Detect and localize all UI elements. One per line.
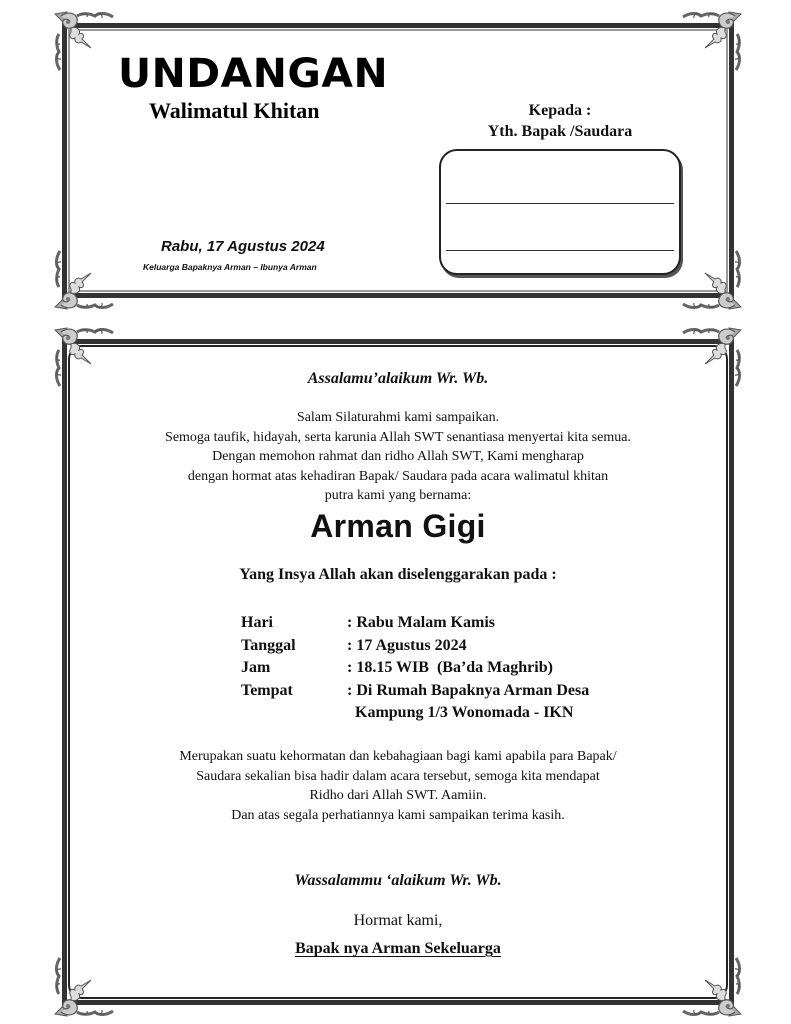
intro-line: Dengan memohon rahmat dan ridho Allah SWT, Kami mengharap bbox=[212, 449, 584, 464]
detail-row-day bbox=[241, 612, 589, 635]
detail-value: : 18.15 WIB (Ba’da Maghrib) bbox=[347, 659, 553, 676]
detail-value: : 17 Agustus 2024 bbox=[347, 636, 467, 654]
invitation-cover-card bbox=[55, 14, 741, 307]
ornament-corner-icon bbox=[51, 249, 115, 313]
host-family: Keluarga Bapaknya Arman – Ibunya Arman bbox=[143, 262, 317, 272]
closing-line: Ridho dari Allah SWT. Aamiin. bbox=[309, 788, 487, 803]
detail-value: : Rabu Malam Kamis bbox=[347, 614, 495, 631]
recipient-label: Kepada : bbox=[528, 102, 592, 119]
invitation-subtitle: Walimatul Khitan bbox=[149, 98, 320, 123]
detail-label: Tempat bbox=[241, 681, 293, 699]
regards: Hormat kami, bbox=[353, 912, 443, 929]
closing-line: Dan atas segala perhatiannya kami sampaikan terima kasih. bbox=[231, 807, 565, 823]
signature bbox=[55, 940, 741, 958]
closing-greeting: Wassalammu ‘alaikum Wr. Wb. bbox=[294, 872, 502, 889]
detail-label: Tanggal bbox=[241, 636, 296, 654]
ornament-corner-icon bbox=[681, 8, 745, 72]
closing-line: Merupakan suatu kehormatan dan kebahagiaan bagi kami apabila para Bapak/ bbox=[179, 749, 617, 764]
event-lead: Yang Insya Allah akan diselenggarakan pada : bbox=[239, 566, 557, 583]
signature-name: Bapak nya Arman Sekeluarga bbox=[295, 940, 501, 957]
detail-value: : Di Rumah Bapaknya Arman Desa bbox=[347, 681, 590, 699]
invitation-letter-card bbox=[55, 330, 741, 1014]
ornament-corner-icon bbox=[681, 249, 745, 313]
closing-paragraph bbox=[55, 747, 741, 825]
address-line-2[interactable] bbox=[446, 250, 674, 251]
recipient-header bbox=[455, 100, 665, 142]
child-name: Arman Gigi bbox=[310, 508, 486, 544]
intro-line: putra kami yang bernama: bbox=[324, 488, 472, 503]
detail-row-time bbox=[241, 657, 589, 680]
event-details bbox=[241, 612, 589, 725]
intro-line: Semoga taufik, hidayah, serta karunia Allah SWT senantiasa menyertai kita semua. bbox=[165, 429, 631, 445]
location-continuation: Kampung 1/3 Wonomada - IKN bbox=[355, 704, 574, 721]
ornament-corner-icon bbox=[51, 8, 115, 72]
detail-label: Hari bbox=[241, 614, 273, 631]
detail-row-date bbox=[241, 635, 589, 658]
recipient-salutation: Yth. Bapak /Saudara bbox=[487, 123, 633, 140]
recipient-address-box[interactable] bbox=[439, 149, 681, 275]
invitation-title: UNDANGAN bbox=[118, 51, 389, 97]
event-date: Rabu, 17 Agustus 2024 bbox=[161, 238, 325, 255]
intro-line: dengan hormat atas kehadiran Bapak/ Saudara pada acara walimatul khitan bbox=[187, 468, 609, 484]
intro-line: Salam Silaturahmi kami sampaikan. bbox=[296, 410, 500, 425]
detail-label: Jam bbox=[241, 659, 271, 676]
opening-greeting: Assalamu’alaikum Wr. Wb. bbox=[307, 370, 489, 387]
closing-line: Saudara sekalian bisa hadir dalam acara tersebut, semoga kita mendapat bbox=[196, 768, 600, 784]
ornament-corner-icon bbox=[681, 956, 745, 1020]
intro-paragraph bbox=[55, 408, 741, 506]
address-line-1[interactable] bbox=[446, 203, 674, 204]
detail-row-place bbox=[241, 680, 589, 703]
ornament-corner-icon bbox=[51, 956, 115, 1020]
